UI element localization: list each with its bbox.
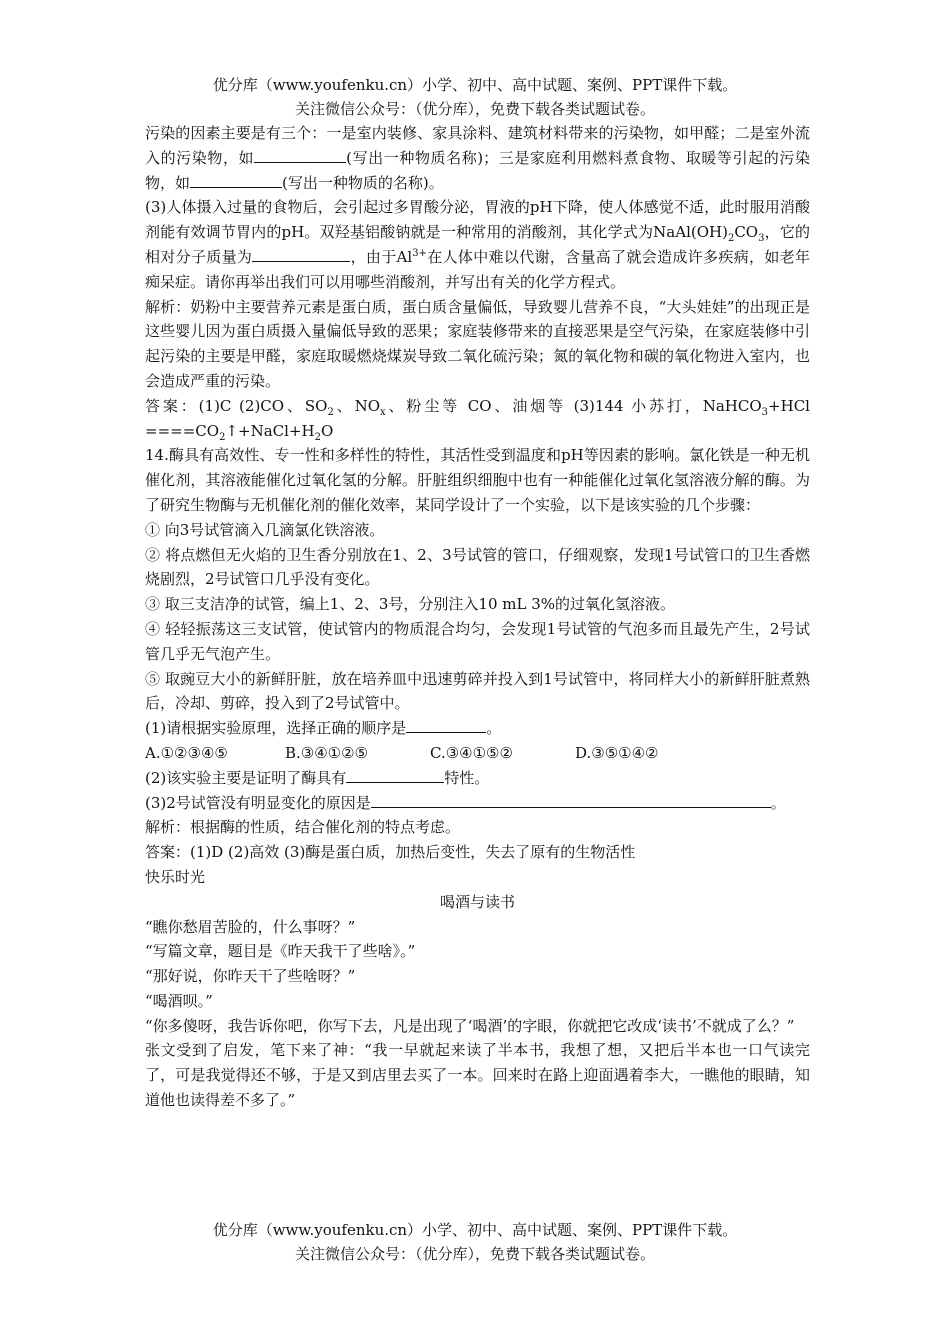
analysis-1: 解析：奶粉中主要营养元素是蛋白质，蛋白质含量偏低，导致婴儿营养不良，“大头娃娃”的出现正是这些婴儿因为蛋白质摄入量偏低导致的恶果；家庭装修带来的直接恶果是空气污染，在家庭装修中引起污染的主要是甲醛，家庭取暖燃烧煤炭导致二氧化硫污染；氮的氧化物和碳的氧化物进入室内，也会造成严重的污染。 bbox=[145, 297, 810, 390]
answer-1: 答案：(1)C (2)CO、$SO_2$、$NO_x$、粉尘等 CO、油烟等 (3)144 小苏打，NaHCO$_3$+HCl $====CO_2↑+NaCl+H_2O$ bbox=[145, 396, 810, 443]
sub-question-2: (2)该实验主要是证明了酶具有 特性。 bbox=[145, 766, 810, 791]
sub-question-1: (1)请根据实验原理，选择正确的顺序是 。 bbox=[145, 716, 810, 741]
answer-blank bbox=[406, 716, 486, 733]
answer-blank bbox=[371, 791, 771, 808]
story-line: “你多傻呀，我告诉你吧，你写下去，凡是出现了‘喝酒’的字眼，你就把它改成‘读书’不就成了么？” bbox=[145, 1016, 795, 1035]
sub-question-3: (3)2号试管没有明显变化的原因是 。 bbox=[145, 791, 810, 816]
answer-blank bbox=[190, 171, 282, 188]
story-title: 喝酒与读书 bbox=[439, 892, 515, 911]
analysis-2: 解析：根据酶的性质，结合催化剂的特点考虑。 bbox=[145, 818, 461, 837]
header-line-2: 关注微信公众号：（优分库），免费下载各类试题试卷。 bbox=[294, 100, 655, 118]
story-line: “喝酒呗。” bbox=[145, 991, 213, 1010]
step-3: ③ 取三支洁净的试管，编上1、2、3号，分别注入10 mL 3%的过氧化氢溶液。 bbox=[145, 595, 676, 614]
step-4: ④ 轻轻振荡这三支试管，使试管内的物质混合均匀，会发现1号试管的气泡多而且最先产生，2号试管几乎无气泡产生。 bbox=[145, 619, 810, 663]
choice-b: B.③④①②⑤ bbox=[285, 743, 369, 762]
header-line-1: 优分库（www.youfenku.cn）小学、初中、高中试题、案例、PPT课件下载。 bbox=[212, 76, 738, 94]
choice-a: A.①②③④⑤ bbox=[145, 743, 228, 762]
answer-blank bbox=[252, 245, 350, 262]
paragraph-pollution: 污染的因素主要是有三个：一是室内装修、家具涂料、建筑材料带来的污染物，如甲醛；二是室外流入的污染物，如 (写出一种物质名称)；三是家庭利用燃料煮食物、取暖等引起的污染物，如 (写出一种物质的名称)。 bbox=[145, 124, 810, 192]
answer-blank bbox=[346, 766, 444, 783]
step-2: ② 将点燃但无火焰的卫生香分别放在1、2、3号试管的管口，仔细观察，发现1号试管口的卫生香燃烧剧烈，2号试管口几乎没有变化。 bbox=[145, 545, 810, 589]
footer-line-1: 优分库（www.youfenku.cn）小学、初中、高中试题、案例、PPT课件下载。 bbox=[212, 1221, 738, 1239]
choice-d: D.③⑤①④② bbox=[575, 743, 659, 762]
answer-blank bbox=[254, 146, 346, 163]
question-3: (3)人体摄入过量的食物后，会引起过多胃酸分泌，胃液的pH下降，使人体感觉不适，此时服用消酸剂能有效调节胃内的pH。双羟基铝酸钠就是一种常用的消酸剂，其化学式为$NaAl(OH)_2CO_3$，它的相对分子质量为 ，由于$Al^{3+}$在人体中难以代谢，含量高了就会造成许多疾病，如老年痴呆症。请你再举出我们可以用哪些消酸剂，并写出有关的化学方程式。 bbox=[145, 198, 810, 291]
answer-2: 答案：(1)D (2)高效 (3)酶是蛋白质，加热后变性，失去了原有的生物活性 bbox=[145, 843, 636, 862]
story-line: “写篇文章，题目是《昨天我干了些啥》。” bbox=[145, 942, 416, 961]
footer-line-2: 关注微信公众号：（优分库），免费下载各类试题试卷。 bbox=[294, 1245, 655, 1263]
choices bbox=[145, 741, 810, 766]
step-1: ① 向3号试管滴入几滴氯化铁溶液。 bbox=[145, 520, 385, 539]
choice-c: C.③④①⑤② bbox=[430, 743, 513, 762]
question-14: 14.酶具有高效性、专一性和多样性的特性，其活性受到温度和pH等因素的影响。氯化铁是一种无机催化剂，其溶液能催化过氧化氢的分解。肝脏组织细胞中也有一种能催化过氧化氢溶液分解的酶。为了研究生物酶与无机催化剂的催化效率，某同学设计了一个实验，以下是该实验的几个步骤： bbox=[145, 446, 810, 514]
story-line: 张文受到了启发，笔下来了神：“我一早就起来读了半本书，我想了想，又把后半本也一口气读完了，可是我觉得还不够，于是又到店里去买了一本。回来时在路上迎面遇着李大，一瞧他的眼睛，知道他也读得差不多了。” bbox=[145, 1041, 810, 1110]
story-line: “那好说，你昨天干了些啥呀？” bbox=[145, 967, 356, 986]
document-body bbox=[145, 121, 810, 1113]
story-line: “瞧你愁眉苦脸的，什么事呀？” bbox=[145, 917, 356, 936]
step-5: ⑤ 取豌豆大小的新鲜肝脏，放在培养皿中迅速剪碎并投入到1号试管中，将同样大小的新鲜肝脏煮熟后，冷却、剪碎，投入到了2号试管中。 bbox=[145, 669, 810, 713]
section-label: 快乐时光 bbox=[145, 867, 206, 886]
